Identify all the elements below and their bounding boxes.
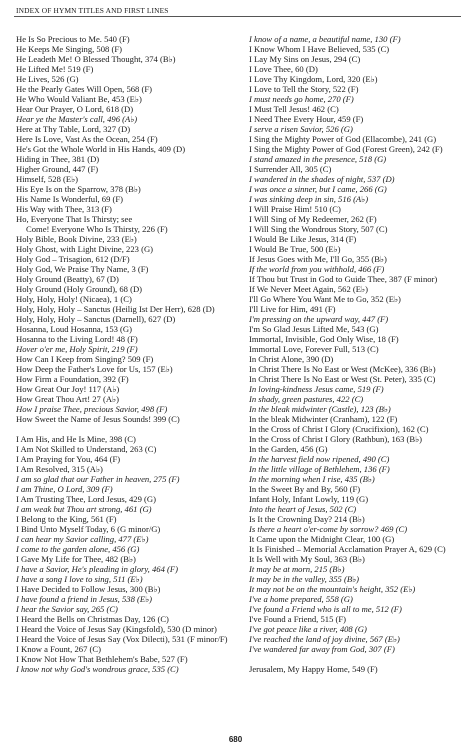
- index-entry: Holy Ghost, with Light Divine, 223 (G): [16, 244, 154, 254]
- index-entry: His Eye Is on the Sparrow, 378 (B♭): [16, 184, 141, 194]
- index-entry: I Am Resolved, 315 (A♭): [16, 464, 103, 474]
- index-entry: I Will Sing of My Redeemer, 262 (F): [249, 214, 377, 224]
- index-entry: I stand amazed in the presence, 518 (G): [249, 154, 387, 164]
- index-entry: I Surrender All, 305 (C): [249, 164, 332, 174]
- index-entry: It may be at morn, 215 (B♭): [249, 564, 345, 574]
- index-entry: His Way with Thee, 313 (F): [16, 204, 112, 214]
- index-entry: I am so glad that our Father in heaven, 275 (F): [16, 474, 180, 484]
- index-entry: I've wandered far away from God, 307 (F): [249, 644, 395, 654]
- index-entry: I have a Savior, He's pleading in glory, 464 (F): [16, 564, 178, 574]
- index-entry: Holy God, We Praise Thy Name, 3 (F): [16, 264, 149, 274]
- index-entry: How Great Our Joy! 117 (A♭): [16, 384, 120, 394]
- index-entry: He Keeps Me Singing, 508 (F): [16, 44, 122, 54]
- index-entry: In the Cross of Christ I Glory (Rathbun), 163 (B♭): [249, 434, 423, 444]
- index-entry: I was once a sinner, but I came, 266 (G): [249, 184, 387, 194]
- index-entry: How Firm a Foundation, 392 (F): [16, 374, 129, 384]
- index-entry: In the Cross of Christ I Glory (Crucifixion), 162 (C): [249, 424, 429, 434]
- index-entry: Hear Our Prayer, O Lord, 618 (D): [16, 104, 134, 114]
- index-entry: I know of a name, a beautiful name, 130 (F): [249, 34, 401, 44]
- index-entry: Holy God – Trisagion, 612 (D/F): [16, 254, 130, 264]
- index-entry: I Will Praise Him! 510 (C): [249, 204, 341, 214]
- index-entry: Come! Everyone Who Is Thirsty, 226 (F): [26, 224, 168, 234]
- index-entry: Holy Ground (Beatty), 67 (D): [16, 274, 119, 284]
- index-entry: I Am Trusting Thee, Lord Jesus, 429 (G): [16, 494, 156, 504]
- index-entry: I Would Be True, 500 (E♭): [249, 244, 341, 254]
- index-entry: Is It the Crowning Day? 214 (B♭): [249, 514, 365, 524]
- index-entry: Higher Ground, 447 (F): [16, 164, 99, 174]
- index-entry: I've reached the land of joy divine, 567 (E♭): [249, 634, 400, 644]
- index-entry: In shady, green pastures, 422 (C): [249, 394, 364, 404]
- index-entry: Holy Bible, Book Divine, 233 (E♭): [16, 234, 137, 244]
- index-entry: Ho, Everyone That Is Thirsty; see: [16, 214, 133, 224]
- page-number: 680: [228, 735, 243, 744]
- index-entry: In the little village of Bethlehem, 136 (F): [249, 464, 390, 474]
- index-entry: Here Is Love, Vast As the Ocean, 254 (F): [16, 134, 158, 144]
- index-entry: I hear the Savior say, 265 (C): [16, 604, 118, 614]
- index-entry: I'll Go Where You Want Me to Go, 352 (E♭): [249, 294, 401, 304]
- index-entry: I serve a risen Savior, 526 (G): [249, 124, 353, 134]
- index-entry: I Know Not How That Bethlehem's Babe, 527 (F): [16, 654, 188, 664]
- index-entry: I Gave My Life for Thee, 482 (B♭): [16, 554, 136, 564]
- index-entry: He Lifted Me! 519 (F): [16, 64, 94, 74]
- index-entry: If the world from you withhold, 466 (F): [249, 264, 385, 274]
- index-entry: I Am Praying for You, 464 (F): [16, 454, 121, 464]
- index-entry: Hover o'er me, Holy Spirit, 219 (F): [16, 344, 138, 354]
- section-gap: [249, 654, 463, 664]
- index-entry: It Is Well with My Soul, 363 (B♭): [249, 554, 365, 564]
- index-entry: I Sing the Mighty Power of God (Ellacombe), 241 (G): [249, 134, 437, 144]
- index-entry: How Can I Keep from Singing? 509 (F): [16, 354, 154, 364]
- index-entry: He's Got the Whole World in His Hands, 409 (D): [16, 144, 186, 154]
- index-entry: I Heard the Bells on Christmas Day, 126 (C): [16, 614, 169, 624]
- index-entry: Jerusalem, My Happy Home, 549 (F): [249, 664, 378, 674]
- index-entry: Hiding in Thee, 381 (D): [16, 154, 100, 164]
- index-entry: Hear ye the Master's call, 496 (A♭): [16, 114, 138, 124]
- index-entry: Holy, Holy, Holy – Sanctus (Heilig Ist Der Herr), 628 (D): [16, 304, 215, 314]
- index-entry: I Sing the Mighty Power of God (Forest Green), 242 (F): [249, 144, 443, 154]
- index-entry: Himself, 528 (E♭): [16, 174, 79, 184]
- index-entry: I Would Be Like Jesus, 314 (F): [249, 234, 357, 244]
- index-entry: I Must Tell Jesus! 462 (C): [249, 104, 339, 114]
- index-entry: If Jesus Goes with Me, I'll Go, 355 (B♭): [249, 254, 387, 264]
- index-entry: I Am His, and He Is Mine, 398 (C): [16, 434, 136, 444]
- index-entry: He Is So Precious to Me. 540 (F): [16, 34, 130, 44]
- index-entry: In Christ Alone, 390 (D): [249, 354, 334, 364]
- index-entry: I've got peace like a river, 408 (G): [249, 624, 367, 634]
- header-rule: [14, 16, 461, 17]
- index-entry: How Deep the Father's Love for Us, 157 (E♭): [16, 364, 173, 374]
- index-entry: I Heard the Voice of Jesus Say (Vox Dilecti), 531 (F minor/F): [16, 634, 228, 644]
- index-column-right: [249, 34, 463, 674]
- index-entry: I Heard the Voice of Jesus Say (Kingsfold), 530 (D minor): [16, 624, 217, 634]
- index-entry: I Need Thee Every Hour, 459 (F): [249, 114, 364, 124]
- index-entry: How Great Thou Art! 27 (A♭): [16, 394, 119, 404]
- index-entry: If We Never Meet Again, 562 (E♭): [249, 284, 368, 294]
- index-entry: His Name Is Wonderful, 69 (F): [16, 194, 124, 204]
- index-entry: I'm So Glad Jesus Lifted Me, 543 (G): [249, 324, 379, 334]
- index-entry: I've Found a Friend, 515 (F): [249, 614, 347, 624]
- index-entry: I'm pressing on the upward way, 447 (F): [249, 314, 389, 324]
- index-entry: I am Thine, O Lord, 309 (F): [16, 484, 113, 494]
- index-entry: Into the heart of Jesus, 502 (C): [249, 504, 357, 514]
- index-entry: In the bleak midwinter (Castle), 123 (B♭): [249, 404, 391, 414]
- index-entry: Immortal, Invisible, God Only Wise, 18 (F): [249, 334, 399, 344]
- index-entry: Hosanna, Loud Hosanna, 153 (G): [16, 324, 132, 334]
- index-entry: I wandered in the shades of night, 537 (D): [249, 174, 395, 184]
- index-entry: I know not why God's wondrous grace, 535 (C): [16, 664, 179, 674]
- index-entry: Hosanna to the Living Lord! 48 (F): [16, 334, 138, 344]
- index-entry: In Christ There Is No East or West (St. Peter), 335 (C): [249, 374, 436, 384]
- index-entry: It Is Finished – Memorial Acclamation Prayer A, 629 (C): [249, 544, 446, 554]
- index-entry: I've a home prepared, 558 (G): [249, 594, 353, 604]
- index-entry: I come to the garden alone, 456 (G): [16, 544, 140, 554]
- index-entry: Infant Holy, Infant Lowly, 119 (G): [249, 494, 369, 504]
- index-entry: Here at Thy Table, Lord, 327 (D): [16, 124, 131, 134]
- index-entry: It may be in the valley, 355 (B♭): [249, 574, 360, 584]
- index-entry: I Will Sing the Wondrous Story, 507 (C): [249, 224, 388, 234]
- index-column-left: [16, 34, 248, 674]
- index-entry: If Thou but Trust in God to Guide Thee, 387 (F minor): [249, 274, 438, 284]
- index-entry: I am weak but Thou art strong, 461 (G): [16, 504, 152, 514]
- index-entry: I Belong to the King, 561 (F): [16, 514, 117, 524]
- index-entry: He the Pearly Gates Will Open, 568 (F): [16, 84, 153, 94]
- page-header-title: INDEX OF HYMN TITLES AND FIRST LINES: [16, 6, 169, 15]
- index-entry: In the harvest field now ripened, 490 (C): [249, 454, 390, 464]
- index-entry: In the morning when I rise, 435 (B♭): [249, 474, 375, 484]
- index-entry: In the Garden, 456 (G): [249, 444, 328, 454]
- index-entry: In loving-kindness Jesus came, 519 (F): [249, 384, 384, 394]
- index-entry: Holy, Holy, Holy – Sanctus (Darnell), 627 (D): [16, 314, 176, 324]
- index-entry: I can hear my Savior calling, 477 (E♭): [16, 534, 149, 544]
- index-entry: In the Sweet By and By, 560 (F): [249, 484, 361, 494]
- index-entry: I Love Thee, 60 (D): [249, 64, 318, 74]
- index-entry: I have a song I love to sing, 511 (E♭): [16, 574, 143, 584]
- index-entry: He Leadeth Me! O Blessed Thought, 374 (B♭): [16, 54, 176, 64]
- index-entry: I Love Thy Kingdom, Lord, 320 (E♭): [249, 74, 378, 84]
- index-entry: I've found a Friend who is all to me, 512 (F): [249, 604, 402, 614]
- index-entry: He Who Would Valiant Be, 453 (E♭): [16, 94, 142, 104]
- index-entry: Is there a heart o'er-come by sorrow? 469 (C): [249, 524, 408, 534]
- index-entry: It Came upon the Midnight Clear, 100 (G): [249, 534, 395, 544]
- index-entry: I Am Not Skilled to Understand, 263 (C): [16, 444, 157, 454]
- index-entry: It may not be on the mountain's height, 352 (E♭): [249, 584, 416, 594]
- index-entry: In Christ There Is No East or West (McKee), 336 (B♭): [249, 364, 436, 374]
- index-entry: Holy Ground (Holy Ground), 68 (D): [16, 284, 143, 294]
- section-gap: [16, 424, 248, 434]
- index-entry: I Love to Tell the Story, 522 (F): [249, 84, 359, 94]
- index-entry: I'll Live for Him, 491 (F): [249, 304, 336, 314]
- index-entry: I Know a Fount, 267 (C): [16, 644, 101, 654]
- index-entry: I must needs go home, 270 (F): [249, 94, 354, 104]
- index-entry: I was sinking deep in sin, 516 (A♭): [249, 194, 369, 204]
- index-entry: Holy, Holy, Holy! (Nicaea), 1 (C): [16, 294, 132, 304]
- index-entry: I Have Decided to Follow Jesus, 300 (B♭): [16, 584, 161, 594]
- index-entry: He Lives, 526 (G): [16, 74, 79, 84]
- index-entry: How I praise Thee, precious Savior, 498 (F): [16, 404, 168, 414]
- index-entry: Immortal Love, Forever Full, 513 (C): [249, 344, 379, 354]
- index-entry: I Know Whom I Have Believed, 535 (C): [249, 44, 390, 54]
- index-entry: I Bind Unto Myself Today, 6 (G minor/G): [16, 524, 161, 534]
- index-entry: How Sweet the Name of Jesus Sounds! 399 (C): [16, 414, 180, 424]
- index-entry: I have found a friend in Jesus, 538 (E♭): [16, 594, 153, 604]
- index-entry: I Lay My Sins on Jesus, 294 (C): [249, 54, 361, 64]
- index-entry: In the bleak Midwinter (Cranham), 122 (F): [249, 414, 398, 424]
